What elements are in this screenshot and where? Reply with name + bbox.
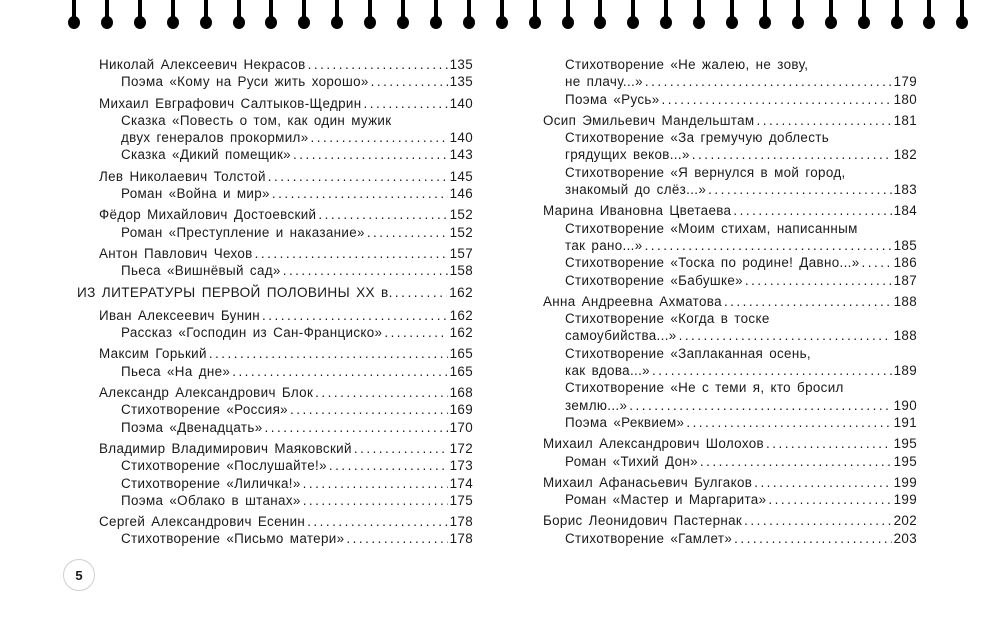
- author-entry-page: 184: [893, 203, 917, 219]
- work-entry-page: 179: [893, 74, 917, 90]
- work-entry[interactable]: [543, 272, 917, 289]
- author-entry-page: 135: [449, 57, 473, 72]
- binding-ring-icon: [594, 0, 606, 32]
- work-entry[interactable]: [543, 327, 917, 344]
- work-entry[interactable]: [543, 91, 917, 108]
- work-entry[interactable]: [543, 414, 917, 431]
- work-entry-title: Поэма «Реквием»: [565, 414, 685, 430]
- dot-leader: [265, 419, 448, 436]
- dot-leader: [708, 181, 891, 198]
- author-entry-page: 152: [449, 207, 473, 223]
- author-entry-page: 195: [893, 436, 917, 452]
- binding-ring-icon: [562, 0, 574, 32]
- binding-ring-icon: [792, 0, 804, 32]
- author-entry-title: Михаил Евграфович Салтыков-Щедрин: [99, 95, 362, 111]
- work-entry[interactable]: [99, 324, 473, 341]
- work-entry[interactable]: [543, 491, 917, 508]
- work-entry-title: Стихотворение «Послушайте!»: [121, 458, 327, 474]
- dot-leader: [371, 73, 448, 90]
- page-number-badge: [63, 559, 95, 591]
- work-entry-title: Рассказ «Господин из Сан-Франциско»: [121, 325, 383, 341]
- work-entry[interactable]: [99, 146, 473, 163]
- dot-leader: [395, 284, 448, 301]
- author-entry-page: 165: [449, 346, 473, 362]
- work-entry-page: 178: [449, 531, 473, 547]
- work-entry[interactable]: [99, 112, 473, 129]
- dot-leader: [768, 491, 891, 508]
- binding-ring-icon: [693, 0, 705, 32]
- author-entry-page: 140: [449, 95, 473, 111]
- binding-ring-icon: [759, 0, 771, 32]
- work-entry[interactable]: [99, 419, 473, 436]
- dot-leader: [700, 453, 892, 470]
- author-entry-title: Анна Андреевна Ахматова: [543, 293, 722, 309]
- spiral-binding: [0, 0, 1000, 32]
- work-entry-page: 180: [893, 91, 917, 107]
- author-entry[interactable]: [543, 202, 917, 219]
- binding-ring-icon: [331, 0, 343, 32]
- author-entry-title: Михаил Александрович Шолохов: [543, 436, 764, 452]
- dot-leader: [652, 362, 892, 379]
- work-entry-title: Стихотворение «Заплаканная осень,: [565, 345, 811, 361]
- work-entry[interactable]: [543, 146, 917, 163]
- section-heading-title: ИЗ ЛИТЕРАТУРЫ ПЕРВОЙ ПОЛОВИНЫ XX в.: [77, 284, 393, 300]
- section-heading-page: 162: [449, 284, 473, 300]
- binding-ring-icon: [101, 0, 113, 32]
- work-entry-page: 191: [893, 414, 917, 430]
- toc-author-group: [99, 206, 473, 241]
- dot-leader: [308, 56, 448, 73]
- toc-author-group: [543, 512, 917, 547]
- author-entry-page: 199: [893, 474, 917, 490]
- dot-leader: [346, 530, 447, 547]
- author-entry-page: 178: [449, 514, 473, 530]
- binding-ring-icon: [496, 0, 508, 32]
- author-entry[interactable]: [99, 307, 473, 324]
- work-entry-page: 162: [449, 325, 473, 341]
- author-entry[interactable]: [543, 112, 917, 129]
- work-entry-title: не плачу...»: [565, 74, 643, 90]
- work-entry-title: Пьеса «Вишнёвый сад»: [121, 263, 281, 279]
- work-entry[interactable]: [543, 254, 917, 271]
- dot-leader: [283, 262, 448, 279]
- work-entry-title: Сказка «Дикий помещик»: [121, 147, 291, 163]
- dot-leader: [629, 397, 891, 414]
- work-entry[interactable]: [543, 345, 917, 362]
- binding-ring-icon: [529, 0, 541, 32]
- dot-leader: [272, 185, 448, 202]
- toc-author-group: [99, 307, 473, 342]
- dot-leader: [354, 440, 448, 457]
- work-entry-title: Роман «Преступление и наказание»: [121, 224, 365, 240]
- author-entry[interactable]: [99, 56, 473, 73]
- binding-ring-icon: [167, 0, 179, 32]
- dot-leader: [293, 146, 448, 163]
- work-entry-page: 188: [893, 328, 917, 344]
- toc-author-group: [99, 168, 473, 203]
- dot-leader: [262, 307, 448, 324]
- work-entry-title: Поэма «Кому на Руси жить хорошо»: [121, 74, 369, 90]
- dot-leader: [268, 168, 448, 185]
- dot-leader: [744, 512, 891, 529]
- work-entry[interactable]: [99, 129, 473, 146]
- dot-leader: [733, 202, 891, 219]
- work-entry-title: Пьеса «На дне»: [121, 363, 231, 379]
- author-entry[interactable]: [99, 95, 473, 112]
- work-entry-page: 189: [893, 363, 917, 379]
- author-entry[interactable]: [99, 384, 473, 401]
- author-entry-page: 162: [449, 307, 473, 323]
- toc-right-column: [543, 56, 917, 551]
- work-entry-page: 187: [893, 272, 917, 288]
- author-entry[interactable]: [99, 513, 473, 530]
- binding-ring-icon: [627, 0, 639, 32]
- author-entry-title: Борис Леонидович Пастернак: [543, 513, 743, 529]
- author-entry[interactable]: [99, 168, 473, 185]
- toc-author-group: [99, 513, 473, 548]
- dot-leader: [209, 345, 448, 362]
- binding-ring-icon: [923, 0, 935, 32]
- author-entry-title: Максим Горький: [99, 346, 207, 362]
- work-entry-title: Стихотворение «Моим стихам, написанным: [565, 220, 858, 236]
- binding-ring-icon: [430, 0, 442, 32]
- author-entry-page: 168: [449, 385, 473, 401]
- author-entry-page: 181: [893, 112, 917, 128]
- work-entry-title: самоубийства...»: [565, 328, 677, 344]
- author-entry-title: Антон Павлович Чехов: [99, 245, 253, 261]
- work-entry[interactable]: [543, 310, 917, 327]
- work-entry-title: знакомый до слёз...»: [565, 182, 707, 198]
- work-entry-page: 143: [449, 147, 473, 163]
- work-entry-title: Стихотворение «За гремучую доблесть: [565, 130, 830, 146]
- dot-leader: [255, 245, 448, 262]
- work-entry-title: Стихотворение «Гамлет»: [565, 530, 733, 546]
- dot-leader: [290, 401, 448, 418]
- work-entry[interactable]: [543, 397, 917, 414]
- work-entry-page: 158: [449, 263, 473, 279]
- author-entry-title: Сергей Александрович Есенин: [99, 514, 306, 530]
- page-number: 5: [75, 567, 83, 583]
- dot-leader: [662, 91, 892, 108]
- toc-author-group: [99, 56, 473, 91]
- work-entry-title: Стихотворение «Я вернулся в мой город,: [565, 164, 846, 180]
- toc-author-group: [99, 245, 473, 280]
- work-entry-title: Стихотворение «Письмо матери»: [121, 531, 345, 547]
- author-entry-page: 157: [449, 245, 473, 261]
- dot-leader: [645, 237, 892, 254]
- work-entry[interactable]: [543, 73, 917, 90]
- toc-author-group: [543, 202, 917, 288]
- work-entry-title: Роман «Тихий Дон»: [565, 453, 698, 469]
- dot-leader: [692, 146, 892, 163]
- work-entry[interactable]: [99, 530, 473, 547]
- work-entry[interactable]: [99, 401, 473, 418]
- work-entry-page: 146: [449, 186, 473, 202]
- work-entry-title: Стихотворение «Лиличка!»: [121, 475, 301, 491]
- binding-ring-icon: [68, 0, 80, 32]
- binding-ring-icon: [265, 0, 277, 32]
- work-entry-title: как вдова...»: [565, 363, 650, 379]
- toc-author-group: [99, 345, 473, 380]
- author-entry[interactable]: [99, 245, 473, 262]
- dot-leader: [745, 272, 892, 289]
- work-entry-page: 170: [449, 419, 473, 435]
- toc-author-group: [99, 384, 473, 436]
- work-entry-title: Поэма «Двенадцать»: [121, 419, 263, 435]
- author-entry[interactable]: [99, 206, 473, 223]
- dot-leader: [862, 254, 892, 271]
- dot-leader: [756, 112, 891, 129]
- author-entry-title: Марина Ивановна Цветаева: [543, 203, 732, 219]
- binding-ring-icon: [726, 0, 738, 32]
- binding-ring-icon: [956, 0, 968, 32]
- work-entry-page: 175: [449, 492, 473, 508]
- work-entry[interactable]: [99, 185, 473, 202]
- work-entry-page: 174: [449, 475, 473, 491]
- binding-ring-icon: [891, 0, 903, 32]
- work-entry-title: Поэма «Русь»: [565, 91, 660, 107]
- work-entry-page: 186: [893, 255, 917, 271]
- toc-author-group: [543, 435, 917, 470]
- work-entry[interactable]: [543, 362, 917, 379]
- author-entry[interactable]: [543, 512, 917, 529]
- work-entry-title: грядущих веков...»: [565, 147, 690, 163]
- dot-leader: [303, 492, 448, 509]
- work-entry[interactable]: [543, 453, 917, 470]
- binding-ring-icon: [364, 0, 376, 32]
- work-entry[interactable]: [99, 73, 473, 90]
- work-entry[interactable]: [543, 530, 917, 547]
- dot-leader: [318, 206, 447, 223]
- work-entry-title: Стихотворение «Россия»: [121, 402, 288, 418]
- work-entry-title: Стихотворение «Не с теми я, кто бросил: [565, 380, 844, 396]
- work-entry-page: 185: [893, 237, 917, 253]
- author-entry-title: Михаил Афанасьевич Булгаков: [543, 474, 753, 490]
- toc-author-group: [543, 474, 917, 509]
- toc-left-column: [77, 56, 473, 552]
- dot-leader: [303, 475, 448, 492]
- binding-ring-icon: [200, 0, 212, 32]
- author-entry-title: Осип Эмильевич Мандельштам: [543, 112, 755, 128]
- dot-leader: [311, 129, 448, 146]
- work-entry-page: 152: [449, 224, 473, 240]
- author-entry-title: Александр Александрович Блок: [99, 385, 314, 401]
- work-entry-page: 173: [449, 458, 473, 474]
- dot-leader: [754, 474, 891, 491]
- work-entry-title: Сказка «Повесть о том, как один мужик: [121, 112, 392, 128]
- work-entry-title: Роман «Мастер и Маргарита»: [565, 492, 767, 508]
- author-entry-title: Владимир Владимирович Маяковский: [99, 440, 352, 456]
- work-entry-page: 135: [449, 74, 473, 90]
- work-entry-title: так рано...»: [565, 237, 643, 253]
- binding-ring-icon: [397, 0, 409, 32]
- dot-leader: [384, 324, 447, 341]
- work-entry[interactable]: [99, 475, 473, 492]
- author-entry-title: Лев Николаевич Толстой: [99, 168, 266, 184]
- author-entry-page: 202: [893, 513, 917, 529]
- dot-leader: [724, 293, 892, 310]
- dot-leader: [679, 327, 892, 344]
- work-entry-page: 183: [893, 182, 917, 198]
- author-entry-title: Николай Алексеевич Некрасов: [99, 57, 306, 72]
- toc-author-group: [99, 440, 473, 509]
- binding-ring-icon: [134, 0, 146, 32]
- work-entry-title: двух генералов прокормил»: [121, 130, 309, 146]
- author-entry-title: Иван Алексеевич Бунин: [99, 307, 261, 323]
- work-entry[interactable]: [99, 363, 473, 380]
- work-entry-title: Стихотворение «Когда в тоске: [565, 311, 770, 327]
- author-entry-page: 188: [893, 293, 917, 309]
- author-entry-page: 172: [449, 440, 473, 456]
- author-entry[interactable]: [543, 435, 917, 452]
- work-entry-page: 182: [893, 147, 917, 163]
- binding-ring-icon: [825, 0, 837, 32]
- binding-ring-icon: [858, 0, 870, 32]
- dot-leader: [367, 224, 448, 241]
- work-entry[interactable]: [543, 129, 917, 146]
- author-entry-title: Фёдор Михайлович Достоевский: [99, 207, 317, 223]
- work-entry[interactable]: [543, 181, 917, 198]
- work-entry[interactable]: [543, 220, 917, 237]
- work-entry-title: Роман «Война и мир»: [121, 186, 270, 202]
- author-entry[interactable]: [99, 345, 473, 362]
- work-entry-page: 199: [893, 492, 917, 508]
- work-entry-page: 169: [449, 402, 473, 418]
- dot-leader: [363, 95, 447, 112]
- dot-leader: [686, 414, 891, 431]
- toc-author-group: [543, 56, 917, 108]
- toc-author-group: [543, 112, 917, 198]
- work-entry-page: 203: [893, 530, 917, 546]
- dot-leader: [734, 530, 891, 547]
- work-entry[interactable]: [99, 492, 473, 509]
- work-entry-page: 195: [893, 453, 917, 469]
- work-entry[interactable]: [99, 457, 473, 474]
- work-entry-title: Поэма «Облако в штанах»: [121, 492, 301, 508]
- author-entry[interactable]: [543, 474, 917, 491]
- dot-leader: [315, 384, 447, 401]
- work-entry-page: 165: [449, 363, 473, 379]
- work-entry-page: 190: [893, 397, 917, 413]
- binding-ring-icon: [233, 0, 245, 32]
- work-entry[interactable]: [543, 237, 917, 254]
- dot-leader: [329, 457, 448, 474]
- toc-author-group: [99, 95, 473, 164]
- toc-author-group: [543, 293, 917, 431]
- author-entry[interactable]: [543, 293, 917, 310]
- work-entry[interactable]: [543, 56, 917, 73]
- dot-leader: [645, 73, 892, 90]
- work-entry-title: землю...»: [565, 397, 628, 413]
- binding-ring-icon: [298, 0, 310, 32]
- dot-leader: [307, 513, 447, 530]
- work-entry[interactable]: [543, 164, 917, 181]
- binding-ring-icon: [660, 0, 672, 32]
- work-entry[interactable]: [99, 262, 473, 279]
- work-entry-title: Стихотворение «Тоска по родине! Давно...»: [565, 255, 860, 271]
- author-entry[interactable]: [99, 440, 473, 457]
- work-entry-page: 140: [449, 130, 473, 146]
- section-heading[interactable]: [77, 284, 473, 301]
- work-entry[interactable]: [99, 224, 473, 241]
- work-entry[interactable]: [543, 379, 917, 396]
- author-entry-page: 145: [449, 168, 473, 184]
- binding-ring-icon: [463, 0, 475, 32]
- work-entry-title: Стихотворение «Не жалею, не зову,: [565, 57, 809, 72]
- toc-section: [77, 284, 473, 301]
- work-entry-title: Стихотворение «Бабушке»: [565, 272, 743, 288]
- dot-leader: [766, 435, 892, 452]
- dot-leader: [232, 363, 447, 380]
